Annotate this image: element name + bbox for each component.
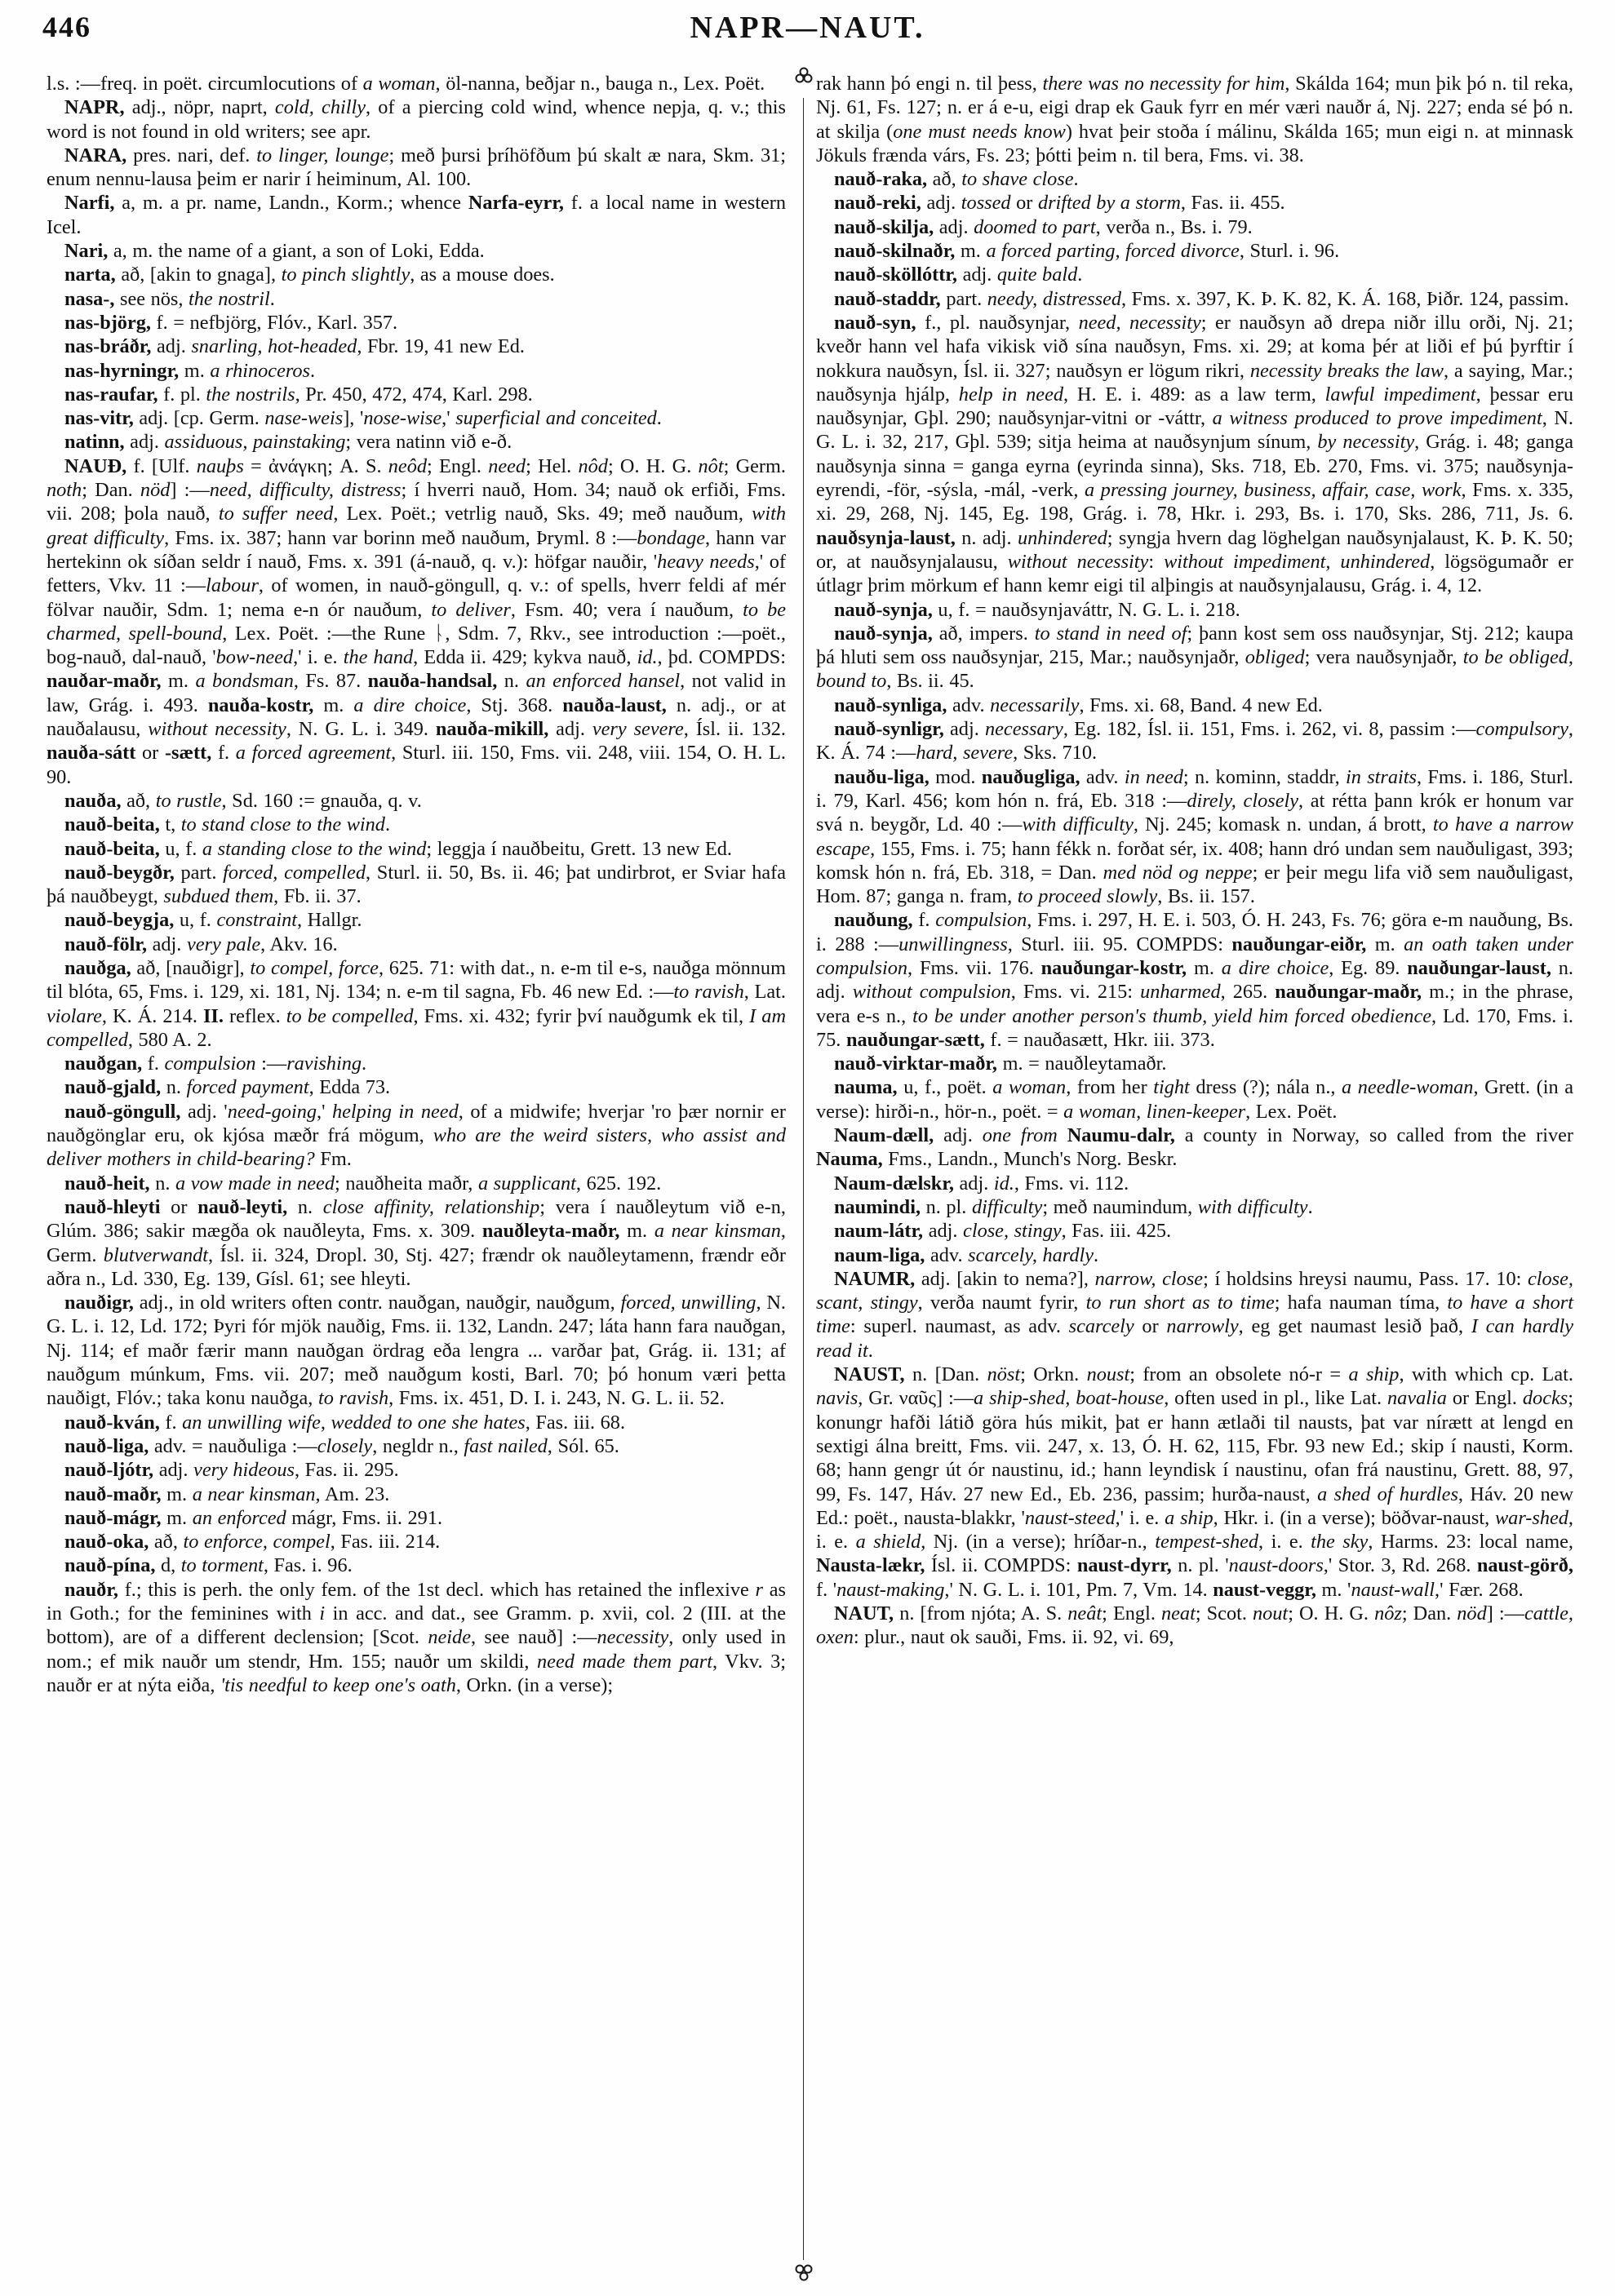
dictionary-entry: nauð-skilja, adj. doomed to part, verða n., Bs. i. 79. [834, 215, 1253, 238]
dictionary-entry: nauðr, f.; this is perh. the only fem. of the 1st decl. which has retained the inflexive r as in Goth.; for the feminines with i in acc. and dat., see Gramm. p. xvii, col. 2 (III. at the bottom), are of a different declension; [Scot. neide, see nauð] :—necessity, only used in nom.; ef mik nauðr um stendr, Hm. 155; nauðr um skildi, need made them part, Vkv. 3; nauðr er at nýta eiða, 'tis needful to keep one's oath, Orkn. (in a verse); [47, 1578, 786, 1696]
page-number: 446 [42, 11, 91, 43]
dictionary-entry: nauð-pína, d, to torment, Fas. i. 96. [64, 1554, 353, 1577]
dictionary-entry: nauðga, að, [nauðigr], to compel, force, 625. 71: with dat., n. e-m til e-s, nauðga mönnum til blóta, 65, Fms. i. 129, xi. 181, Nj. 134; n. e-m til sagna, Fb. 46 new Ed. :—to ravish, Lat. violare, K. Á. 214. II. reflex. to be compelled, Fms. xi. 432; fyrir því nauðgumk ek til, I am compelled, 580 A. 2. [47, 956, 786, 1051]
dictionary-entry: nauð-beygja, u, f. constraint, Hallgr. [64, 909, 362, 932]
dictionary-entry: nauð-oka, að, to enforce, compel, Fas. iii. 214. [64, 1531, 441, 1554]
dictionary-entry: l.s. :—freq. in poët. circumlocutions of a woman, öl-nanna, beðjar n., bauga n., Lex. Poët. [47, 73, 765, 95]
divider-ornament-top [793, 65, 814, 90]
divider-ornament-bottom [793, 2258, 814, 2283]
dictionary-entry: Naum-dæll, adj. one from Naumu-dalr, a county in Norway, so called from the river Nauma, Fms., Landn., Munch's Norg. Beskr. [816, 1124, 1574, 1171]
dictionary-entry: nauðgan, f. compulsion :—ravishing. [64, 1053, 367, 1075]
dictionary-entry: rak hann þó engi n. til þess, there was no necessity for him, Skálda 164; mun þik þó n. til reka, Nj. 61, Fs. 127; n. er á e-u, eigi drap ek Gauk fyrr en mér væri nauðr á, Nj. 227; enda sé þó n. at skilja (one must needs know) hvat þeir stoða í málinu, Skálda 165; mun eigi n. at minnask Jökuls frænda várs, Fs. 23; þótti þeim n. til bera, Fms. vi. 38. [816, 73, 1574, 166]
dictionary-entry: Narfi, a, m. a pr. name, Landn., Korm.; whence Narfa-eyrr, f. a local name in western Icel. [47, 192, 787, 238]
dictionary-entry: NAUMR, adj. [akin to nema?], narrow, close; í holdsins hreysi naumu, Pass. 17. 10: close, scant, stingy, verða naumt fyrir, to run short as to time; hafa nauman tíma, to have a short time: superl. naumast, as adv. scarcely or narrowly, eg get naumast lesið það, I can hardly read it. [816, 1267, 1574, 1362]
dictionary-entry: nauð-reki, adj. tossed or drifted by a storm, Fas. ii. 455. [834, 192, 1285, 215]
dictionary-entry: nauð-virktar-maðr, m. = nauðleytamaðr. [834, 1053, 1167, 1075]
dictionary-entry: Naum-dælskr, adj. id., Fms. vi. 112. [834, 1172, 1129, 1195]
dictionary-entry: naum-látr, adj. close, stingy, Fas. iii. 425. [834, 1220, 1172, 1243]
dictionary-entry: nauða, að, to rustle, Sd. 160 := gnauða, q. v. [64, 789, 422, 812]
dictionary-entry: nauð-syn, f., pl. nauðsynjar, need, necessity; er nauðsyn að drepa niðr illu orði, Nj. 21; kveðr hann vel hafa vikisk við sína nauðsyn, Fms. xi. 29; at koma þér at liði ef þú þyrftir í nokkura nauðsyn, Ísl. ii. 327; nauðsyn er lögum rikri, necessity breaks the law, a saying, Mar.; nauðsynja hjálp, help in need, H. E. i. 489: as a law term, lawful impediment, þessar eru nauðsynjar, Gþl. 290; nauðsynjar-vitni or -váttr, a witness produced to prove impediment, N. G. L. i. 32, 217, Gþl. 539; sitja heima at nauðsynjum sínum, by necessity, Grág. i. 48; ganga nauðsynja sinna = ganga eyrna (eyrinda sinna), Sks. 718, Eb. 270, Fms. vi. 375; nauðsynja-eyrendi, -för, -sýsla, -mál, -verk, a pressing journey, business, affair, case, work, Fms. x. 335, xi. 29, 268, Nj. 145, Eg. 198, Grág. i. 78, Hkr. i. 293, Bs. i. 170, Sks. 286, 711, Js. 6. nauðsynja-laust, n. adj. unhindered; syngja hvern dag löghelgan nauðsynjalaust, K. Þ. K. 50; or, at nauðsynjalausu, without necessity: without impediment, unhindered, lögsögumaðr er útlagr þrim mörkum ef hann kemr eigi til alþingis at nauðsynjalausu, Grág. i. 4, 12. [816, 311, 1574, 597]
dictionary-entry: nauð-ljótr, adj. very hideous, Fas. ii. 295. [64, 1459, 399, 1482]
dictionary-entry: nauð-beita, u, f. a standing close to the wind; leggja í nauðbeitu, Grett. 13 new Ed. [64, 837, 732, 860]
dictionary-entry: nauð-raka, að, to shave close. [834, 168, 1079, 191]
dictionary-entry: nauð-sköllóttr, adj. quite bald. [834, 264, 1083, 286]
left-column [47, 72, 786, 1697]
dictionary-entry: nauð-staddr, part. needy, distressed, Fms. x. 397, K. Þ. K. 82, K. Á. 168, Þiðr. 124, passim. [834, 287, 1569, 310]
dictionary-entry: nauð-gjald, n. forced payment, Edda 73. [64, 1076, 391, 1099]
dictionary-entry: nauðigr, adj., in old writers often contr. nauðgan, nauðgir, nauðgum, forced, unwilling, N. G. L. i. 12, Ld. 172; Þyri fór mjök nauðig, Fms. ii. 132, Landn. 247; láta hann fara nauðgan, Nj. 114; ef maðr færir mann nauðgan ördrag eða lengra ... varðar þat, Grág. ii. 131; af nauðgum múnkum, Fms. vii. 207; með nauðgum kosti, Barl. 70; þó honum væri þetta nauðigt, Flóv.; taka konu nauðga, to ravish, Fms. ix. 451, D. I. i. 243, N. G. L. ii. 52. [47, 1292, 786, 1410]
dictionary-entry: nauð-liga, adv. = nauðuliga :—closely, negldr n., fast nailed, Sól. 65. [64, 1434, 619, 1457]
dictionary-entry: nauð-synliga, adv. necessarily, Fms. xi. 68, Band. 4 new Ed. [834, 694, 1323, 716]
dictionary-entry: NAUÐ, f. [Ulf. nauþs = ἀνάγκη; A. S. neôd; Engl. need; Hel. nôd; O. H. G. nôt; Germ. noth; Dan. nöd] :—need, difficulty, distress; í hverri nauð, Hom. 34; nauð ok erfiði, Fms. vii. 208; þola nauð, to suffer need, Lex. Poët.; vetrlig nauð, Sks. 49; með nauðum, with great difficulty, Fms. ix. 387; hann var borinn með nauðum, Þryml. 8 :—bondage, hann var hertekinn ok síðan seldr í nauð, Fms. x. 391 (á-nauð, q. v.): höfgar nauðir, 'heavy needs,' of fetters, Vkv. 11 :—labour, of women, in nauð-göngull, q. v.: of spells, hverr feldi af mér fölvar nauðir, Sdm. 1; nema e-n ór nauðum, to deliver, Fsm. 40; vera í nauðum, to be charmed, spell-bound, Lex. Poët. :—the Rune ᚿ, Sdm. 7, Rkv., see introduction :—poët., bog-nauð, dal-nauð, 'bow-need,' i. e. the hand, Edda ii. 429; kykva nauð, id., þd. COMPDS: nauðar-maðr, m. a bondsman, Fs. 87. nauða-handsal, n. an enforced hansel, not valid in law, Grág. i. 493. nauða-kostr, m. a dire choice, Stj. 368. nauða-laust, n. adj., or at nauðalausu, without necessity, N. G. L. i. 349. nauða-mikill, adj. very severe, Ísl. ii. 132. nauða-sátt or -sætt, f. a forced agreement, Sturl. iii. 150, Fms. vii. 248, viii. 154, O. H. L. 90. [47, 454, 787, 788]
dictionary-entry: nas-raufar, f. pl. the nostrils, Pr. 450, 472, 474, Karl. 298. [64, 383, 533, 406]
dictionary-entry: nas-bráðr, adj. snarling, hot-headed, Fbr. 19, 41 new Ed. [64, 335, 525, 358]
dictionary-entry: nauð-heit, n. a vow made in need; nauðheita maðr, a supplicant, 625. 192. [64, 1172, 662, 1195]
dictionary-entry: naumindi, n. pl. difficulty; með naumindum, with difficulty. [834, 1195, 1313, 1218]
dictionary-entry: NAUT, n. [from njóta; A. S. neât; Engl. neat; Scot. nout; O. H. G. nôz; Dan. nöd] :—cattle, oxen: plur., naut ok sauði, Fms. ii. 92, vi. 69, [816, 1602, 1573, 1649]
dictionary-entry: nauð-beygðr, part. forced, compelled, Sturl. ii. 50, Bs. ii. 46; þat undirbrot, er Sviar hafa þá nauðbeygt, subdued them, Fb. ii. 37. [47, 861, 787, 908]
dictionary-entry: natinn, adj. assiduous, painstaking; vera natinn við e-ð. [64, 431, 512, 454]
dictionary-entry: nauð-mágr, m. an enforced mágr, Fms. ii. 291. [64, 1506, 443, 1529]
dictionary-entry: nauð-maðr, m. a near kinsman, Am. 23. [64, 1483, 390, 1505]
dictionary-entry: nauð-beita, t, to stand close to the wind. [64, 813, 391, 836]
dictionary-entry: nauð-synligr, adj. necessary, Eg. 182, Ísl. ii. 151, Fms. i. 262, vi. 8, passim :—compulsory, K. Á. 74 :—hard, severe, Sks. 710. [816, 718, 1573, 765]
dictionary-entry: nauð-kván, f. an unwilling wife, wedded to one she hates, Fas. iii. 68. [64, 1411, 626, 1434]
dictionary-entry: nauma, u, f., poët. a woman, from her tight dress (?); nála n., a needle-woman, Grett. (in a verse): hirði-n., hör-n., poët. = a woman, linen-keeper, Lex. Poët. [816, 1076, 1573, 1123]
column-divider-rule [803, 98, 804, 2260]
dictionary-entry: nauð-skilnaðr, m. a forced parting, forced divorce, Sturl. i. 96. [834, 240, 1340, 263]
dictionary-entry: nas-vitr, adj. [cp. Germ. nase-weis], 'nose-wise,' superficial and conceited. [64, 407, 662, 430]
dictionary-entry: Nari, a, m. the name of a giant, a son of Loki, Edda. [64, 240, 485, 263]
dictionary-entry: NAUST, n. [Dan. nöst; Orkn. noust; from an obsolete nó-r = a ship, with which cp. Lat. navis, Gr. ναῦς] :—a ship-shed, boat-house, often used in pl., like Lat. navalia or Engl. docks; konungr hafði látið göra hús mikit, þat er hann ætlaði til nausts, þat var nírætt at lengd en sextigi álna breitt, Fms. vii. 247, x. 13, Ó. H. 62, 115, Fbr. 93 new Ed.; skip í nausti, Korm. 68; hann gengr út ór naustinu, id.; hann leyndisk í naustinu, ofan frá naustinu, Grett. 88, 97, 99, Fs. 147, Háv. 27 new Ed., Eb. 236, passim; hurða-naust, a shed of hurdles, Háv. 20 new Ed.: poët., nausta-blakkr, 'naust-steed,' i. e. a ship, Hkr. i. (in a verse); böðvar-naust, war-shed, i. e. a shield, Nj. (in a verse); hríðar-n., tempest-shed, i. e. the sky, Harms. 23: local name, Nausta-lækr, Ísl. ii. COMPDS: naust-dyrr, n. pl. 'naust-doors,' Stor. 3, Rd. 268. naust-görð, f. 'naust-making,' N. G. L. i. 101, Pm. 7, Vm. 14. naust-veggr, m. 'naust-wall,' Fær. 268. [816, 1363, 1574, 1601]
dictionary-entry: narta, að, [akin to gnaga], to pinch slightly, as a mouse does. [64, 264, 555, 286]
dictionary-entry: nas-hyrningr, m. a rhinoceros. [64, 359, 316, 382]
dictionary-entry: nauðu-liga, mod. nauðugliga, adv. in need; n. kominn, staddr, in straits, Fms. i. 186, Sturl. i. 79, Karl. 456; kom hón n. frá, Eb. 318 :—direly, closely, at rétta þann krók er honum var svá n. beygðr, Ld. 40 :—with difficulty, Nj. 245; komask n. undan, á brott, to have a narrow escape, 155, Fms. i. 75; hann fékk n. forðat sér, ix. 408; hann dró undan sem nauðuligast, 393; komsk hón n. frá, Eb. 318, = Dan. med nöd og neppe; er þeir megu lifa við sem nauðuligast, Hom. 87; ganga n. fram, to proceed slowly, Bs. ii. 157. [816, 765, 1573, 908]
dictionary-entry: nauð-göngull, adj. 'need-going,' helping in need, of a midwife; hverjar 'ro þær nornir er nauðgönglar eru, ok kjósa mæðr frá mögum, who are the weird sisters, who assist and deliver mothers in child-bearing? Fm. [47, 1100, 786, 1171]
dictionary-entry: nauð-fölr, adj. very pale, Akv. 16. [64, 933, 338, 955]
dictionary-entry: nas-björg, f. = nefbjörg, Flóv., Karl. 357. [64, 311, 398, 334]
dictionary-entry: nauð-synja, að, impers. to stand in need of; þann kost sem oss nauðsynjar, Stj. 212; kaupa þá hluti sem oss nauðsynjar, 215, Mar.; nauðsynjaðr, obliged; vera nauðsynjaðr, to be obliged, bound to, Bs. ii. 45. [816, 622, 1574, 693]
dictionary-entry: naum-liga, adv. scarcely, hardly. [834, 1243, 1099, 1266]
dictionary-entry: NARA, pres. nari, def. to linger, lounge; með þursi þríhöfðum þú skalt æ nara, Skm. 31; enum nennu-lausa þeim er narir í heiminum, Al. 100. [47, 144, 786, 191]
dictionary-entry: NAPR, adj., nöpr, naprt, cold, chilly, of a piercing cold wind, whence nepja, q. v.; this word is not found in old writers; see apr. [47, 96, 786, 143]
dictionary-entry: nauð-hleyti or nauð-leyti, n. close affinity, relationship; vera í nauðleytum við e-n, Glúm. 386; sakir mægða ok nauðleyta, Fms. x. 309. nauðleyta-maðr, m. a near kinsman, Germ. blutverwandt, Ísl. ii. 324, Dropl. 30, Stj. 427; frændr ok nauðleytamenn, frændr eðr aðra n., Ld. 330, Eg. 139, Gísl. 61; see hleyti. [47, 1195, 786, 1290]
dictionary-entry: nauð-synja, u, f. = nauðsynjaváttr, N. G. L. i. 218. [834, 598, 1240, 621]
dictionary-entry: nasa-, see nös, the nostril. [64, 287, 275, 310]
running-head: NAPR—NAUT. [690, 11, 925, 45]
dictionary-entry: nauðung, f. compulsion, Fms. i. 297, H. E. i. 503, Ó. H. 243, Fs. 76; göra e-m nauðung, Bs. i. 288 :—unwillingness, Sturl. iii. 95. COMPDS: nauðungar-eiðr, m. an oath taken under compulsion, Fms. vii. 176. nauðungar-kostr, m. a dire choice, Eg. 89. nauðungar-laust, n. adj. without compulsion, Fms. vi. 215: unharmed, 265. nauðungar-maðr, m.; in the phrase, vera e-s n., to be under another person's thumb, yield him forced obedience, Ld. 170, Fms. i. 75. nauðungar-sætt, f. = nauðasætt, Hkr. iii. 373. [816, 909, 1574, 1051]
right-column [816, 72, 1573, 1650]
